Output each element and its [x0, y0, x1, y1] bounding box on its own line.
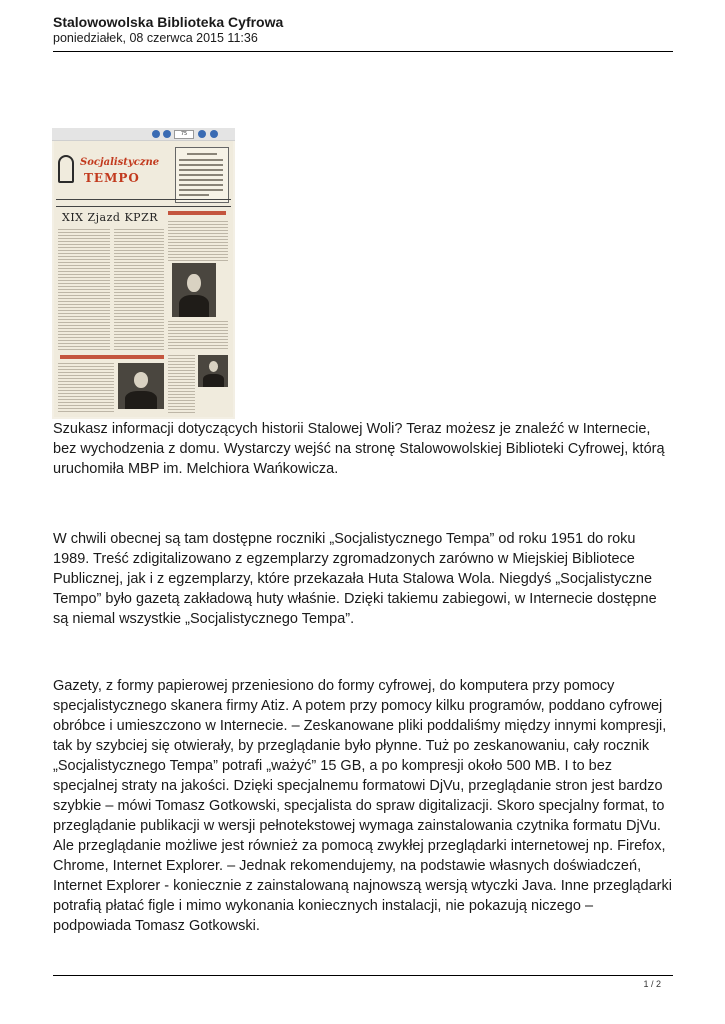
portrait-photo	[198, 355, 228, 387]
masthead-title-line2: TEMPO	[84, 171, 140, 185]
text-column	[168, 321, 228, 351]
article-paragraph: Gazety, z formy papierowej przeniesiono do formy cyfrowej, do komputera przy pomocy specjalistycznego skanera firmy Atiz. A potem przy pomocy kilku programów, poddano cyfrowej obróbce i umieszczono w Internecie. – Zeskanowane pliki poddaliśmy między innymi kompresji, tak by szybciej się otwierały, by przeglądanie było płynne. Tuż po zeskanowaniu, cały rocznik „Socjalistycznego Tempa” potrafi „ważyć” 15 GB, a po kompresji około 500 MB. I to bez specjalnej straty na jakości. Dzięki specjalnemu formatowi DjVu, przeglądanie stron jest bardzo szybkie – mówi Tomasz Gotkowski, specjalista do spraw digitalizacji. Skoro specjalny format, to przeglądanie publikacji w wersji pełnotekstowej wymaga zainstalowania czytnika formatu DjVu. Ale przeglądanie możliwe jest również za pomocą zwykłej przeglądarki internetowej np. Firefox, Chrome, Internet Explorer. – Jednak rekomendujemy, na podstawie własnych doświadczeń, Internet Explorer - koniecznie z zainstalowaną najnowszą wersją wtyczki Java. Inne przeglądarki potrafią płatać figle i mimo wykonania koniecznych instalacji, nie pokazują niczego – podpowiada Tomasz Gotkowski.	[53, 678, 672, 934]
red-subheadline	[168, 211, 226, 215]
text-column	[58, 363, 114, 413]
zoom-select: 75	[174, 130, 194, 139]
publish-date: poniedziałek, 08 czerwca 2015 11:36	[53, 31, 258, 45]
text-column	[168, 221, 228, 261]
footer-rule	[53, 975, 673, 976]
prev-page-icon	[152, 130, 160, 138]
next-page-icon	[163, 130, 171, 138]
newspaper-scan-image	[52, 128, 235, 419]
portrait-photo	[118, 363, 164, 409]
portrait-photo	[172, 263, 216, 317]
red-subheadline	[60, 355, 164, 359]
text-column	[168, 355, 195, 413]
article-paragraph: W chwili obecnej są tam dostępne roczniki „Socjalistycznego Tempa” od roku 1951 do roku 1989. Treść zdigitalizowano z egzemplarzy zgromadzonych zarówno w Miejskiej Bibliotece Publicznej, jak i z egzemplarzy, które przekazała Huta Stalowa Wola. Niegdyś „Socjalistyczne Tempo” było gazetą zakładową huty właśnie. Dzięki takiemu zabiegowi, w Internecie dostępne są niemal wszystkie „Socjalistycznego Tempa”.	[53, 531, 657, 627]
factory-logo-icon	[58, 155, 74, 183]
text-column	[114, 229, 164, 351]
article-paragraph: Szukasz informacji dotyczących historii Stalowej Woli? Teraz możesz je znaleźć w Internecie, bez wychodzenia z domu. Wystarczy wejść na stronę Stalowowolskiej Biblioteki Cyfrowej, którą uruchomiła MBP im. Melchiora Wańkowicza.	[53, 421, 665, 477]
masthead-title-line1: Socjalistyczne	[80, 157, 160, 168]
newspaper-masthead	[58, 151, 176, 191]
zoom-out-icon	[198, 130, 206, 138]
text-column	[58, 229, 110, 351]
header-rule	[53, 51, 673, 52]
newspaper-page	[54, 141, 233, 417]
page-header	[53, 14, 673, 46]
promo-box	[175, 147, 229, 203]
front-headline: XIX Zjazd KPZR	[62, 211, 158, 224]
site-title: Stalowowolska Biblioteka Cyfrowa	[53, 14, 284, 30]
zoom-in-icon	[210, 130, 218, 138]
page-number: 1 / 2	[643, 979, 661, 989]
viewer-toolbar	[52, 128, 235, 141]
issue-dateline	[56, 199, 231, 207]
